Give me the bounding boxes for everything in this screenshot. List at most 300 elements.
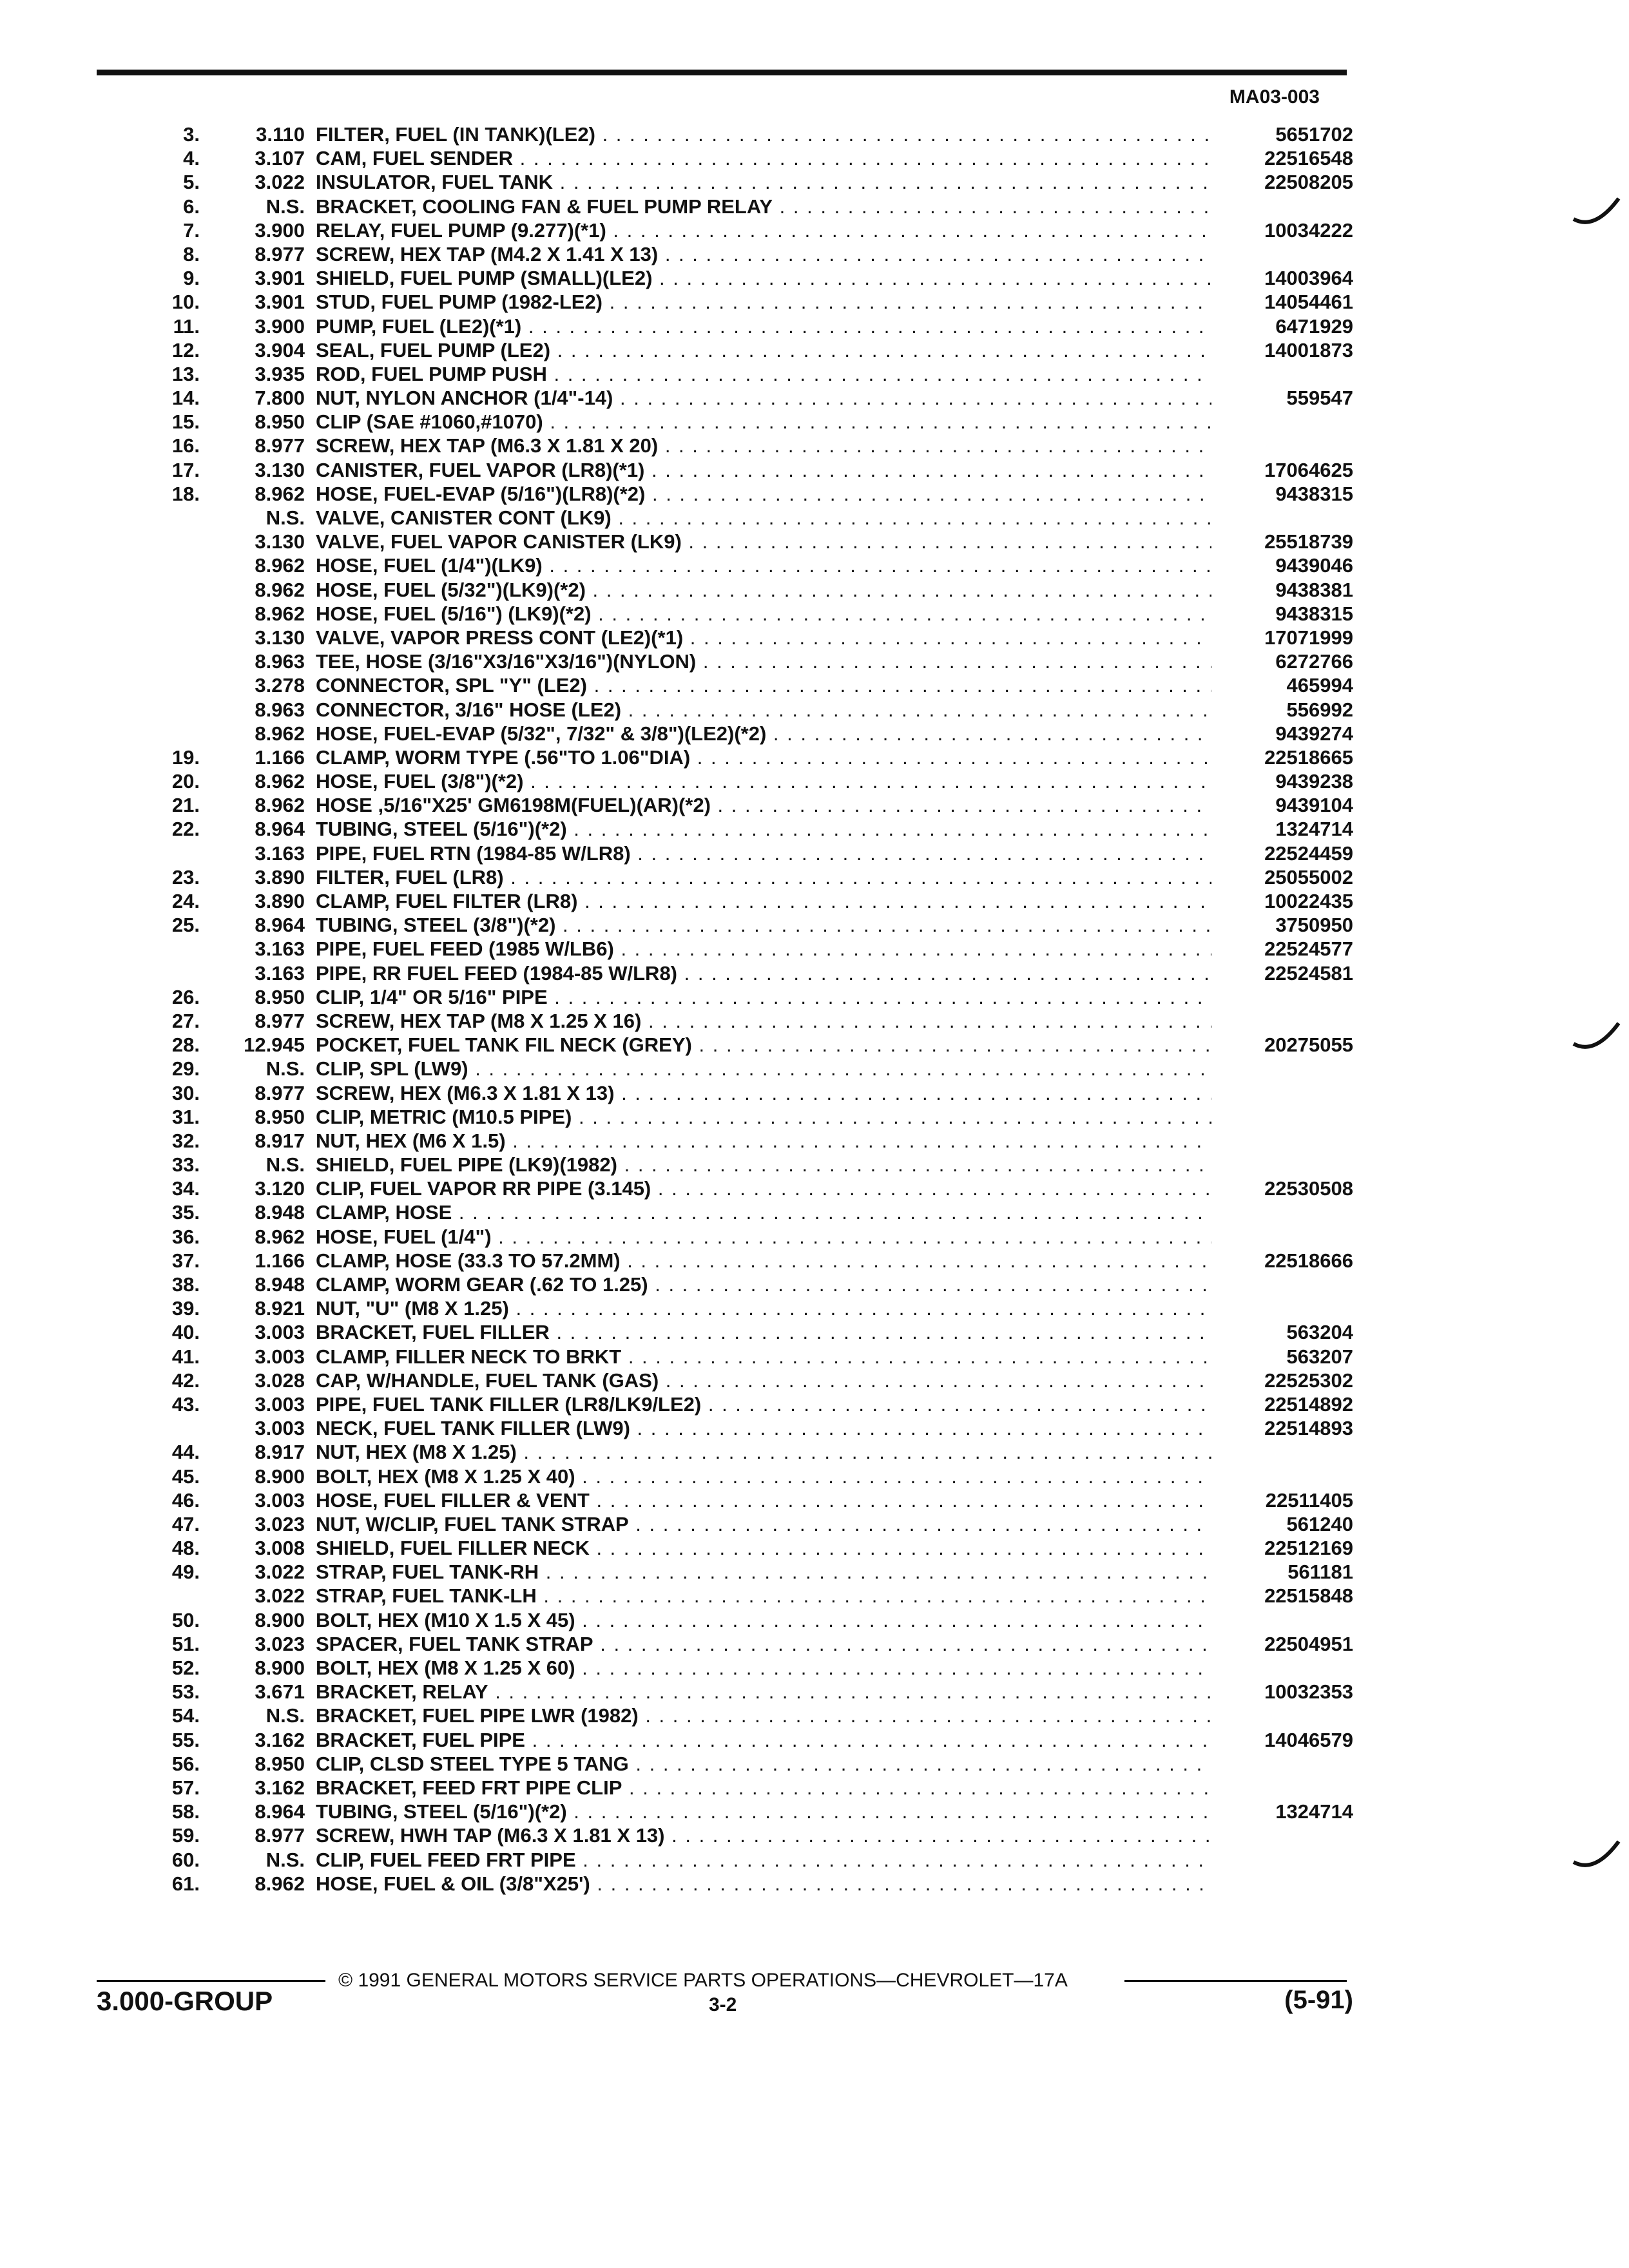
ref-number: 49.	[171, 1561, 200, 1584]
part-number: 556992	[1280, 698, 1353, 722]
parts-row	[0, 1560, 1629, 1584]
part-description	[316, 626, 1211, 649]
ref-number: 18.	[171, 482, 200, 505]
group-number: 8.964	[255, 1800, 305, 1823]
part-detail: , COOLING FAN & FUEL PUMP RELAY	[411, 195, 773, 218]
ref-number: 7.	[183, 218, 200, 242]
ref-number: 8.	[183, 242, 200, 265]
parts-row	[0, 602, 1629, 626]
part-name: CLIP	[316, 1177, 359, 1200]
part-detail: , FUEL FILLER NECK	[389, 1537, 590, 1560]
part-description	[316, 1296, 1211, 1320]
part-number: 465994	[1280, 673, 1353, 697]
part-number: 22508205	[1258, 170, 1353, 194]
group-number: 3.890	[255, 865, 305, 889]
part-name: CONNECTOR	[316, 674, 445, 697]
parts-row	[0, 889, 1629, 913]
ref-number: 47.	[171, 1512, 200, 1535]
parts-row	[0, 314, 1629, 338]
parts-row	[0, 1129, 1629, 1153]
part-number: 9439238	[1269, 769, 1353, 793]
part-description	[316, 1680, 1211, 1704]
group-number: 8.963	[255, 650, 305, 673]
part-name: CLAMP	[316, 1345, 385, 1368]
part-name: SCREW	[316, 1824, 389, 1847]
part-name: HOSE	[316, 578, 372, 601]
parts-row	[0, 1273, 1629, 1296]
part-name: RELAY	[316, 218, 380, 242]
group-number: 8.900	[255, 1608, 305, 1631]
part-description	[316, 1465, 1211, 1488]
group-number: 3.278	[255, 674, 305, 697]
part-description	[316, 218, 1211, 242]
ref-number: 25.	[171, 914, 200, 937]
part-detail: , STEEL (5/16")(*2)	[392, 1800, 567, 1823]
ref-number: 50.	[171, 1608, 200, 1631]
part-detail: (SAE #1060,#1070)	[361, 410, 543, 434]
part-name: CLIP	[316, 1105, 359, 1128]
group-number: 3.671	[255, 1680, 305, 1704]
ref-number: 14.	[171, 387, 200, 410]
part-number: 561181	[1281, 1560, 1353, 1584]
group-number: 8.977	[255, 1009, 305, 1032]
part-name: CLIP	[316, 985, 359, 1008]
parts-row	[0, 817, 1629, 841]
parts-row	[0, 673, 1629, 697]
group-number: 8.962	[255, 602, 305, 625]
part-name: BRACKET	[316, 1680, 412, 1704]
part-number: 563204	[1280, 1320, 1353, 1344]
ref-number: 39.	[171, 1297, 200, 1320]
group-label: 3.000-GROUP	[97, 1986, 273, 2016]
ref-number: 48.	[171, 1537, 200, 1560]
part-description	[316, 1081, 1211, 1105]
ref-number: 28.	[171, 1033, 200, 1057]
ref-number: 52.	[171, 1657, 200, 1679]
part-description	[316, 1752, 1211, 1776]
part-description	[316, 1416, 1211, 1440]
parts-row	[0, 745, 1629, 769]
ref-number: 59.	[171, 1824, 200, 1847]
part-description	[316, 290, 1211, 314]
group-number: 3.900	[255, 314, 305, 338]
part-description	[316, 1704, 1211, 1727]
part-description	[316, 1872, 1211, 1896]
part-name: SCREW	[316, 1009, 389, 1032]
part-number: 17064625	[1258, 458, 1353, 482]
ref-number: 56.	[171, 1752, 200, 1775]
group-number: 8.917	[255, 1441, 305, 1464]
parts-row	[0, 769, 1629, 793]
parts-row	[0, 1440, 1629, 1464]
group-number: 8.950	[255, 1752, 305, 1775]
group-number: 7.800	[255, 387, 305, 410]
part-number: 561240	[1280, 1512, 1353, 1536]
group-number: 3.023	[255, 1632, 305, 1655]
parts-row	[0, 386, 1629, 410]
parts-row	[0, 170, 1629, 194]
part-description	[316, 1153, 1211, 1177]
part-detail: , FUEL PUMP (SMALL)(LE2)	[389, 267, 653, 290]
part-number: 9438315	[1269, 482, 1353, 506]
part-number: 20275055	[1258, 1033, 1353, 1057]
part-detail: , FUEL (5/16") (LK9)(*2)	[372, 602, 592, 625]
part-detail: , HEX (M6.3 X 1.81 X 13)	[389, 1081, 615, 1104]
part-detail: , HOSE	[384, 1201, 452, 1224]
part-description	[316, 482, 1211, 506]
part-detail: , FUEL FILTER (LR8)	[384, 890, 578, 912]
part-description	[316, 458, 1211, 482]
part-detail: , FUEL VAPOR (LR8)(*1)	[418, 458, 645, 481]
part-detail: , FUEL (1/4")	[372, 1225, 492, 1248]
group-number: 8.900	[255, 1657, 305, 1679]
group-number: 3.163	[255, 841, 305, 865]
ref-number: 27.	[171, 1009, 200, 1032]
ref-number: 15.	[171, 410, 200, 434]
part-description	[316, 1560, 1211, 1584]
group-number: 3.901	[255, 291, 305, 314]
parts-row	[0, 338, 1629, 362]
part-name: TEE	[316, 650, 355, 673]
parts-row	[0, 1009, 1629, 1033]
part-name: PIPE	[316, 1392, 361, 1416]
part-name: FILTER	[316, 865, 385, 889]
part-name: CLAMP	[316, 1201, 385, 1224]
parts-row	[0, 1249, 1629, 1273]
part-detail: , FUEL TANK FIL NECK (GREY)	[396, 1033, 692, 1057]
part-name: TUBING	[316, 914, 392, 937]
group-number: 8.962	[255, 1872, 305, 1895]
part-detail: , RELAY	[411, 1680, 488, 1704]
group-number: 12.945	[244, 1033, 305, 1057]
part-name: SHIELD	[316, 1537, 389, 1560]
part-description	[316, 1512, 1211, 1536]
parts-row	[0, 865, 1629, 889]
part-name: SCREW	[316, 434, 389, 457]
group-number: 8.950	[255, 1105, 305, 1128]
part-description	[316, 553, 1211, 577]
ref-number: 35.	[171, 1201, 200, 1224]
part-number: 9439104	[1269, 793, 1353, 817]
parts-row	[0, 1177, 1629, 1200]
part-detail: , HEX TAP (M4.2 X 1.41 X 13)	[389, 242, 659, 265]
part-description	[316, 1249, 1211, 1273]
part-detail: , FUEL FEED FRT PIPE	[358, 1848, 576, 1871]
part-description	[316, 386, 1211, 410]
group-number: 3.003	[255, 1488, 305, 1512]
part-description	[316, 1632, 1211, 1656]
part-name: HOSE	[316, 1488, 372, 1512]
ref-number: 10.	[171, 291, 200, 314]
part-detail: , FUEL RTN (1984-85 W/LR8)	[361, 841, 631, 865]
parts-row	[0, 649, 1629, 673]
parts-row	[0, 1296, 1629, 1320]
part-detail: , FUEL (1/4")(LK9)	[372, 554, 543, 577]
part-name: CLIP	[316, 1848, 359, 1871]
parts-row	[0, 1848, 1629, 1872]
parts-row	[0, 913, 1629, 937]
ref-number: 53.	[171, 1680, 200, 1704]
part-description	[316, 937, 1211, 961]
group-number: 8.964	[255, 818, 305, 841]
group-number: 8.962	[255, 770, 305, 793]
part-name: BRACKET	[316, 195, 412, 218]
part-description	[316, 1273, 1211, 1296]
group-number: 8.962	[255, 794, 305, 817]
ref-number: 30.	[171, 1081, 200, 1104]
parts-row	[0, 266, 1629, 290]
ref-number: 13.	[171, 362, 200, 385]
parts-row	[0, 1704, 1629, 1727]
part-name: CAM	[316, 147, 361, 170]
parts-row	[0, 626, 1629, 649]
part-description	[316, 1440, 1211, 1464]
part-description	[316, 1225, 1211, 1249]
part-number: 22511405	[1259, 1488, 1353, 1512]
ref-number: 44.	[171, 1441, 200, 1464]
ref-number: 41.	[171, 1345, 200, 1368]
group-number: 3.904	[255, 338, 305, 361]
part-detail: , HEX (M8 X 1.25 X 60)	[366, 1657, 575, 1679]
part-detail: , FUEL PIPE	[411, 1728, 525, 1751]
part-detail: , 1/4" OR 5/16" PIPE	[358, 985, 548, 1008]
part-name: TUBING	[316, 1800, 392, 1823]
part-number: 22512169	[1258, 1536, 1353, 1560]
part-detail: , FUEL SENDER	[361, 147, 514, 170]
part-number: 9439274	[1269, 722, 1353, 745]
part-description	[316, 170, 1211, 194]
part-number: 559547	[1280, 386, 1353, 410]
part-detail: , FUEL PUMP PUSH	[360, 362, 547, 385]
parts-row	[0, 122, 1629, 146]
part-number: 6471929	[1269, 314, 1353, 338]
part-name: HOSE	[316, 602, 372, 625]
part-description	[316, 1392, 1211, 1416]
revision-date: (5-91)	[1284, 1986, 1353, 2014]
part-name: SHIELD	[316, 267, 389, 290]
part-name: NUT	[316, 387, 355, 410]
group-number: N.S.	[265, 195, 305, 218]
group-number: 8.921	[255, 1297, 305, 1320]
part-detail: , FUEL-EVAP (5/16")(LR8)(*2)	[372, 482, 646, 505]
group-number: 3.163	[255, 961, 305, 985]
group-number: 8.950	[255, 410, 305, 434]
part-detail: , "U" (M8 X 1.25)	[354, 1297, 509, 1320]
parts-row	[0, 482, 1629, 506]
part-name: CAP	[316, 1369, 356, 1392]
part-name: HOSE	[316, 554, 372, 577]
part-number: 1324714	[1269, 817, 1353, 841]
part-description	[316, 913, 1211, 937]
part-description	[316, 602, 1211, 626]
part-description	[316, 793, 1211, 817]
part-description	[316, 146, 1211, 170]
group-number: 3.162	[255, 1776, 305, 1799]
part-detail: , STEEL (5/16")(*2)	[392, 818, 567, 841]
part-name: SCREW	[316, 1081, 389, 1104]
part-detail: , HEX (M8 X 1.25 X 40)	[366, 1465, 575, 1488]
part-detail: , FUEL TANK FILLER (LR8/LK9/LE2)	[361, 1392, 702, 1416]
part-description	[316, 242, 1211, 266]
group-number: N.S.	[265, 1153, 305, 1177]
part-name: STRAP	[316, 1584, 381, 1608]
part-detail: , FUEL (3/8")(*2)	[372, 770, 524, 793]
part-name: BRACKET	[316, 1728, 412, 1751]
part-name: ROD	[316, 362, 360, 385]
part-description	[316, 673, 1211, 697]
part-name: CLIP	[316, 1752, 359, 1775]
part-number: 22524577	[1258, 937, 1353, 961]
group-number: 3.022	[255, 1561, 305, 1584]
parts-row	[0, 1584, 1629, 1608]
part-detail: , FUEL VAPOR CANISTER (LK9)	[379, 530, 682, 553]
ref-number: 9.	[183, 267, 200, 290]
ref-number: 40.	[171, 1321, 200, 1344]
part-detail: , FUEL TANK-LH	[381, 1584, 537, 1608]
group-number: 8.950	[255, 985, 305, 1008]
ref-number: 42.	[171, 1369, 200, 1392]
part-description	[316, 889, 1211, 913]
ref-number: 45.	[171, 1465, 200, 1488]
part-detail: , NYLON ANCHOR (1/4"-14)	[354, 387, 613, 410]
group-number: N.S.	[265, 506, 305, 529]
group-number: 3.003	[255, 1417, 305, 1440]
part-detail: , HOSE (3/16"X3/16"X3/16")(NYLON)	[354, 650, 697, 673]
part-detail: , FUEL TANK	[430, 171, 553, 194]
part-name: POCKET	[316, 1033, 397, 1057]
part-number: 14054461	[1258, 290, 1353, 314]
part-detail: , W/HANDLE, FUEL TANK (GAS)	[355, 1369, 659, 1392]
part-number: 22515848	[1258, 1584, 1353, 1608]
part-name: BOLT	[316, 1608, 367, 1631]
part-detail: , HEX TAP (M6.3 X 1.81 X 20)	[389, 434, 659, 457]
part-number: 9438381	[1269, 578, 1353, 602]
part-detail: , FUEL (LR8)	[384, 865, 504, 889]
parts-row	[0, 410, 1629, 434]
group-number: N.S.	[265, 1848, 305, 1871]
parts-row	[0, 1608, 1629, 1632]
page-code: MA03-003	[1229, 86, 1320, 108]
part-detail: , SPL (LW9)	[358, 1057, 468, 1081]
part-name: NUT	[316, 1512, 355, 1535]
part-detail: , WORM GEAR (.62 TO 1.25)	[384, 1273, 648, 1296]
group-number: N.S.	[265, 1057, 305, 1081]
part-detail: , FUEL & OIL (3/8"X25')	[372, 1872, 590, 1895]
part-detail: , VAPOR PRESS CONT (LE2)(*1)	[379, 626, 684, 649]
group-number: 3.163	[255, 937, 305, 961]
part-description	[316, 338, 1211, 362]
group-number: 3.003	[255, 1321, 305, 1344]
ref-number: 29.	[171, 1057, 200, 1081]
group-number: 8.948	[255, 1273, 305, 1296]
parts-row	[0, 1872, 1629, 1896]
part-name: SHIELD	[316, 1153, 389, 1177]
group-number: 8.962	[255, 578, 305, 601]
group-number: 3.935	[255, 362, 305, 385]
part-description	[316, 1728, 1211, 1752]
group-number: 3.162	[255, 1728, 305, 1751]
group-number: 3.110	[256, 123, 305, 146]
part-description	[316, 1800, 1211, 1823]
group-number: 3.130	[255, 458, 305, 481]
group-number: 3.107	[255, 147, 305, 170]
part-number: 5651702	[1269, 122, 1353, 146]
part-name: STUD	[316, 291, 371, 314]
ref-number: 38.	[171, 1273, 200, 1296]
group-number: 3.890	[255, 890, 305, 912]
group-number: 8.962	[255, 1225, 305, 1248]
parts-row	[0, 985, 1629, 1009]
parts-row	[0, 1416, 1629, 1440]
part-name: CONNECTOR	[316, 698, 445, 721]
part-number: 9439046	[1269, 553, 1353, 577]
part-detail: , 3/16" HOSE (LE2)	[444, 698, 622, 721]
part-name: CLAMP	[316, 1273, 385, 1296]
part-description	[316, 1488, 1211, 1512]
parts-row	[0, 1488, 1629, 1512]
ref-number: 57.	[171, 1776, 200, 1799]
part-detail: , FILLER NECK TO BRKT	[384, 1345, 622, 1368]
ref-number: 37.	[171, 1249, 200, 1272]
part-description	[316, 122, 1211, 146]
parts-row	[0, 1392, 1629, 1416]
part-description	[316, 195, 1211, 218]
part-name: NUT	[316, 1129, 355, 1152]
part-detail: , HEX (M6 X 1.5)	[354, 1129, 506, 1152]
parts-row	[0, 1081, 1629, 1105]
part-detail: , RR FUEL FEED (1984-85 W/LR8)	[361, 961, 678, 985]
part-description	[316, 722, 1211, 745]
part-name: VALVE	[316, 626, 380, 649]
parts-row	[0, 195, 1629, 218]
parts-row	[0, 1536, 1629, 1560]
group-number: 3.022	[255, 1584, 305, 1608]
part-description	[316, 578, 1211, 602]
part-number: 9438315	[1269, 602, 1353, 626]
part-detail: , FUEL PUMP (9.277)(*1)	[379, 218, 606, 242]
part-description	[316, 1200, 1211, 1224]
part-number: 3750950	[1269, 913, 1353, 937]
part-detail: , FUEL TANK FILLER (LW9)	[372, 1417, 630, 1440]
ref-number: 26.	[171, 985, 200, 1008]
group-number: 8.964	[255, 914, 305, 937]
group-number: 3.023	[255, 1512, 305, 1535]
part-name: CLIP	[316, 410, 361, 434]
ref-number: 46.	[171, 1488, 200, 1512]
group-number: 8.962	[255, 482, 305, 505]
part-number: 10022435	[1258, 889, 1353, 913]
part-description	[316, 985, 1211, 1009]
part-detail: , STEEL (3/8")(*2)	[392, 914, 556, 937]
parts-row	[0, 698, 1629, 722]
part-number: 25055002	[1258, 865, 1353, 889]
part-description	[316, 1536, 1211, 1560]
part-number: 22525302	[1258, 1369, 1353, 1392]
part-detail: , FUEL PIPE LWR (1982)	[411, 1704, 639, 1727]
part-name: VALVE	[316, 506, 380, 529]
parts-row	[0, 1345, 1629, 1369]
part-number: 10032353	[1258, 1680, 1353, 1704]
part-name: PIPE	[316, 841, 361, 865]
parts-row	[0, 553, 1629, 577]
part-name: HOSE	[316, 770, 372, 793]
part-description	[316, 410, 1211, 434]
parts-row	[0, 1776, 1629, 1800]
copyright-notice: © 1991 GENERAL MOTORS SERVICE PARTS OPERATIONS—CHEVROLET—17A	[338, 1970, 1068, 1991]
part-name: HOSE	[316, 1872, 372, 1895]
part-detail: , FUEL TANK STRAP	[397, 1632, 593, 1655]
part-description	[316, 1823, 1211, 1847]
